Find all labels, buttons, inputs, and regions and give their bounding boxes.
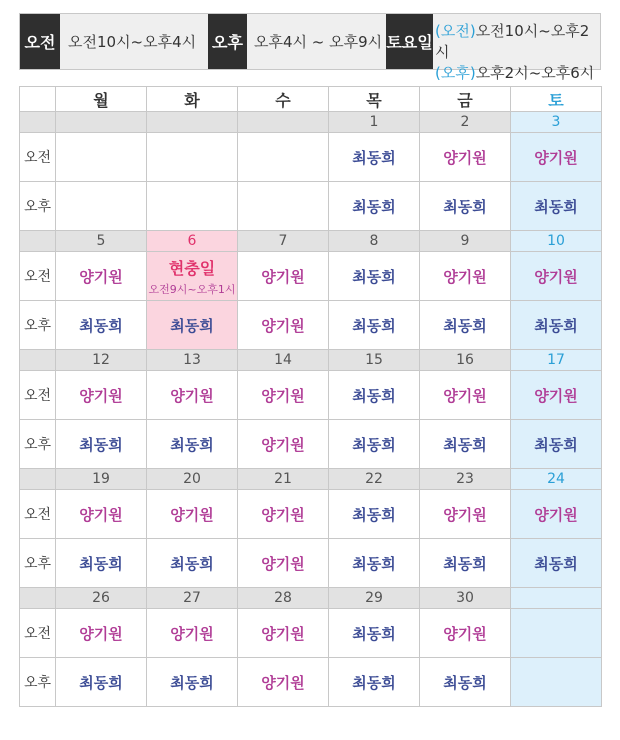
- doctor-name: 양기원: [534, 267, 578, 286]
- date-row: [20, 112, 602, 133]
- schedule-cell: [420, 420, 511, 469]
- doctor-name: 최동희: [352, 148, 396, 167]
- schedule-cell: [238, 420, 329, 469]
- doctor-name: 양기원: [443, 386, 487, 405]
- schedule-cell: [511, 539, 602, 588]
- pm-hours: 오후4시 ~ 오후9시: [254, 33, 383, 51]
- date-cell: 8: [329, 231, 420, 252]
- schedule-cell: [147, 658, 238, 707]
- schedule-cell: [420, 609, 511, 658]
- date-cell: 26: [56, 588, 147, 609]
- am-row: [20, 133, 602, 182]
- schedule-cell: [56, 609, 147, 658]
- schedule-cell: [56, 539, 147, 588]
- date-cell: 13: [147, 350, 238, 371]
- doctor-name: 최동희: [352, 316, 396, 335]
- date-row-corner: [20, 112, 56, 133]
- schedule-cell: [147, 182, 238, 231]
- date-row-corner: [20, 231, 56, 252]
- doctor-name: 양기원: [79, 267, 123, 286]
- schedule-cell: [329, 658, 420, 707]
- doctor-name: 양기원: [79, 505, 123, 524]
- schedule-cell: [329, 301, 420, 350]
- schedule-cell: [511, 658, 602, 707]
- schedule-cell: [56, 182, 147, 231]
- period-label: 오후: [20, 182, 56, 231]
- doctor-name: 양기원: [443, 505, 487, 524]
- schedule-cell: [420, 133, 511, 182]
- schedule-cell: [511, 182, 602, 231]
- schedule-cell: [147, 133, 238, 182]
- schedule-cell: [147, 301, 238, 350]
- date-cell: 22: [329, 469, 420, 490]
- doctor-name: 최동희: [170, 673, 214, 692]
- doctor-name: 최동희: [352, 624, 396, 643]
- doctor-name: 양기원: [534, 505, 578, 524]
- schedule-cell: [511, 252, 602, 301]
- schedule-cell: [238, 182, 329, 231]
- schedule-cell: [147, 609, 238, 658]
- period-label: 오후: [20, 658, 56, 707]
- schedule-cell: [420, 252, 511, 301]
- sat-pm-paren: (오후): [435, 64, 476, 82]
- sat-am-hours: 오전10시~오후2시: [435, 22, 590, 61]
- schedule-cell: [329, 371, 420, 420]
- schedule-calendar: [19, 86, 602, 707]
- schedule-cell: [56, 420, 147, 469]
- am-row: [20, 371, 602, 420]
- period-label: 오후: [20, 539, 56, 588]
- date-row-corner: [20, 350, 56, 371]
- doctor-name: 최동희: [352, 554, 396, 573]
- schedule-cell: [238, 658, 329, 707]
- schedule-cell: [511, 301, 602, 350]
- date-row-corner: [20, 588, 56, 609]
- schedule-cell: [329, 182, 420, 231]
- doctor-name: 최동희: [170, 316, 214, 335]
- schedule-cell: [511, 609, 602, 658]
- doctor-name: 최동희: [443, 554, 487, 573]
- day-header-sat: 토: [511, 87, 602, 112]
- doctor-name: 최동희: [170, 435, 214, 454]
- date-row: [20, 350, 602, 371]
- pm-row: [20, 182, 602, 231]
- day-header-tue: 화: [147, 87, 238, 112]
- doctor-name: 최동희: [443, 316, 487, 335]
- date-cell: 28: [238, 588, 329, 609]
- schedule-cell: [420, 301, 511, 350]
- period-label: 오전: [20, 609, 56, 658]
- day-header-mon: 월: [56, 87, 147, 112]
- date-cell: 23: [420, 469, 511, 490]
- schedule-cell: [420, 490, 511, 539]
- am-hours: 오전10시~오후4시: [68, 33, 197, 51]
- date-cell: [56, 112, 147, 133]
- schedule-cell: [238, 133, 329, 182]
- pm-row: [20, 420, 602, 469]
- holiday-name: 현충일: [168, 258, 216, 278]
- schedule-cell: [329, 539, 420, 588]
- schedule-cell: [56, 490, 147, 539]
- schedule-cell: [329, 490, 420, 539]
- period-label: 오전: [20, 133, 56, 182]
- doctor-name: 최동희: [170, 554, 214, 573]
- date-cell: 27: [147, 588, 238, 609]
- schedule-cell: [147, 252, 238, 301]
- schedule-cell: [238, 252, 329, 301]
- date-row: [20, 469, 602, 490]
- doctor-name: 최동희: [443, 435, 487, 454]
- schedule-cell: [56, 658, 147, 707]
- pm-label: 오후: [208, 14, 247, 69]
- schedule-cell: [329, 609, 420, 658]
- doctor-name: 양기원: [443, 624, 487, 643]
- day-header-row: [20, 87, 602, 112]
- doctor-name: 최동희: [534, 554, 578, 573]
- am-label: 오전: [20, 14, 60, 69]
- doctor-name: 양기원: [261, 435, 305, 454]
- doctor-name: 양기원: [534, 386, 578, 405]
- date-cell: 24: [511, 469, 602, 490]
- schedule-cell: [147, 539, 238, 588]
- schedule-cell: [147, 420, 238, 469]
- doctor-name: 최동희: [352, 435, 396, 454]
- pm-row: [20, 658, 602, 707]
- doctor-name: 양기원: [261, 554, 305, 573]
- schedule-cell: [329, 133, 420, 182]
- doctor-name: 양기원: [170, 505, 214, 524]
- period-label: 오전: [20, 371, 56, 420]
- doctor-name: 양기원: [261, 505, 305, 524]
- doctor-name: 양기원: [261, 316, 305, 335]
- schedule-cell: [329, 420, 420, 469]
- pm-row: [20, 301, 602, 350]
- schedule-cell: [511, 420, 602, 469]
- sat-pm-hours: 오후2시~오후6시: [475, 64, 595, 82]
- date-cell: 2: [420, 112, 511, 133]
- date-row: [20, 231, 602, 252]
- doctor-name: 최동희: [352, 505, 396, 524]
- schedule-cell: [238, 371, 329, 420]
- corner-cell: [20, 87, 56, 112]
- date-cell: 6: [147, 231, 238, 252]
- schedule-cell: [56, 301, 147, 350]
- schedule-cell: [56, 371, 147, 420]
- date-cell: 17: [511, 350, 602, 371]
- date-cell: 5: [56, 231, 147, 252]
- schedule-cell: [420, 539, 511, 588]
- date-row: [20, 588, 602, 609]
- day-header-thu: 목: [329, 87, 420, 112]
- date-cell: 14: [238, 350, 329, 371]
- date-cell: [147, 112, 238, 133]
- doctor-name: 최동희: [534, 197, 578, 216]
- date-cell: 21: [238, 469, 329, 490]
- saturday-label: 토요일: [386, 14, 433, 69]
- doctor-name: 양기원: [261, 386, 305, 405]
- doctor-name: 최동희: [79, 435, 123, 454]
- date-cell: [238, 112, 329, 133]
- sat-am-paren: (오전): [435, 22, 476, 40]
- date-cell: 3: [511, 112, 602, 133]
- doctor-name: 양기원: [79, 386, 123, 405]
- pm-row: [20, 539, 602, 588]
- doctor-name: 최동희: [79, 554, 123, 573]
- schedule-cell: [238, 490, 329, 539]
- doctor-name: 양기원: [534, 148, 578, 167]
- date-cell: 15: [329, 350, 420, 371]
- schedule-cell: [147, 371, 238, 420]
- day-header-wed: 수: [238, 87, 329, 112]
- doctor-name: 최동희: [443, 197, 487, 216]
- hours-header: [19, 13, 601, 82]
- schedule-cell: [238, 539, 329, 588]
- date-cell: 16: [420, 350, 511, 371]
- am-row: [20, 609, 602, 658]
- schedule-cell: [56, 133, 147, 182]
- am-row: [20, 490, 602, 539]
- date-cell: 19: [56, 469, 147, 490]
- date-cell: 20: [147, 469, 238, 490]
- doctor-name: 양기원: [261, 624, 305, 643]
- schedule-cell: [238, 609, 329, 658]
- schedule-cell: [420, 182, 511, 231]
- doctor-name: 양기원: [261, 267, 305, 286]
- am-row: [20, 252, 602, 301]
- doctor-name: 양기원: [170, 386, 214, 405]
- schedule-cell: [420, 658, 511, 707]
- date-cell: 9: [420, 231, 511, 252]
- doctor-name: 양기원: [261, 673, 305, 692]
- date-cell: [511, 588, 602, 609]
- doctor-name: 최동희: [443, 673, 487, 692]
- day-header-fri: 금: [420, 87, 511, 112]
- date-cell: 30: [420, 588, 511, 609]
- date-cell: 10: [511, 231, 602, 252]
- doctor-name: 양기원: [443, 148, 487, 167]
- period-label: 오후: [20, 301, 56, 350]
- date-cell: 29: [329, 588, 420, 609]
- schedule-cell: [56, 252, 147, 301]
- doctor-name: 최동희: [534, 316, 578, 335]
- doctor-name: 최동희: [79, 673, 123, 692]
- schedule-cell: [511, 133, 602, 182]
- schedule-cell: [420, 371, 511, 420]
- calendar-body: [20, 112, 602, 707]
- schedule-cell: [511, 371, 602, 420]
- doctor-name: 최동희: [352, 673, 396, 692]
- schedule-cell: [511, 490, 602, 539]
- doctor-name: 양기원: [443, 267, 487, 286]
- doctor-name: 최동희: [79, 316, 123, 335]
- schedule-cell: [147, 490, 238, 539]
- saturday-hours: [435, 21, 600, 84]
- period-label: 오후: [20, 420, 56, 469]
- doctor-name: 최동희: [352, 197, 396, 216]
- doctor-name: 최동희: [352, 267, 396, 286]
- schedule-cell: [329, 252, 420, 301]
- holiday-hours-note: 오전9시~오후1시: [148, 282, 236, 296]
- schedule-cell: [238, 301, 329, 350]
- doctor-name: 최동희: [352, 386, 396, 405]
- date-cell: 7: [238, 231, 329, 252]
- date-row-corner: [20, 469, 56, 490]
- doctor-name: 최동희: [534, 435, 578, 454]
- doctor-name: 양기원: [170, 624, 214, 643]
- date-cell: 1: [329, 112, 420, 133]
- doctor-name: 양기원: [79, 624, 123, 643]
- period-label: 오전: [20, 252, 56, 301]
- date-cell: 12: [56, 350, 147, 371]
- period-label: 오전: [20, 490, 56, 539]
